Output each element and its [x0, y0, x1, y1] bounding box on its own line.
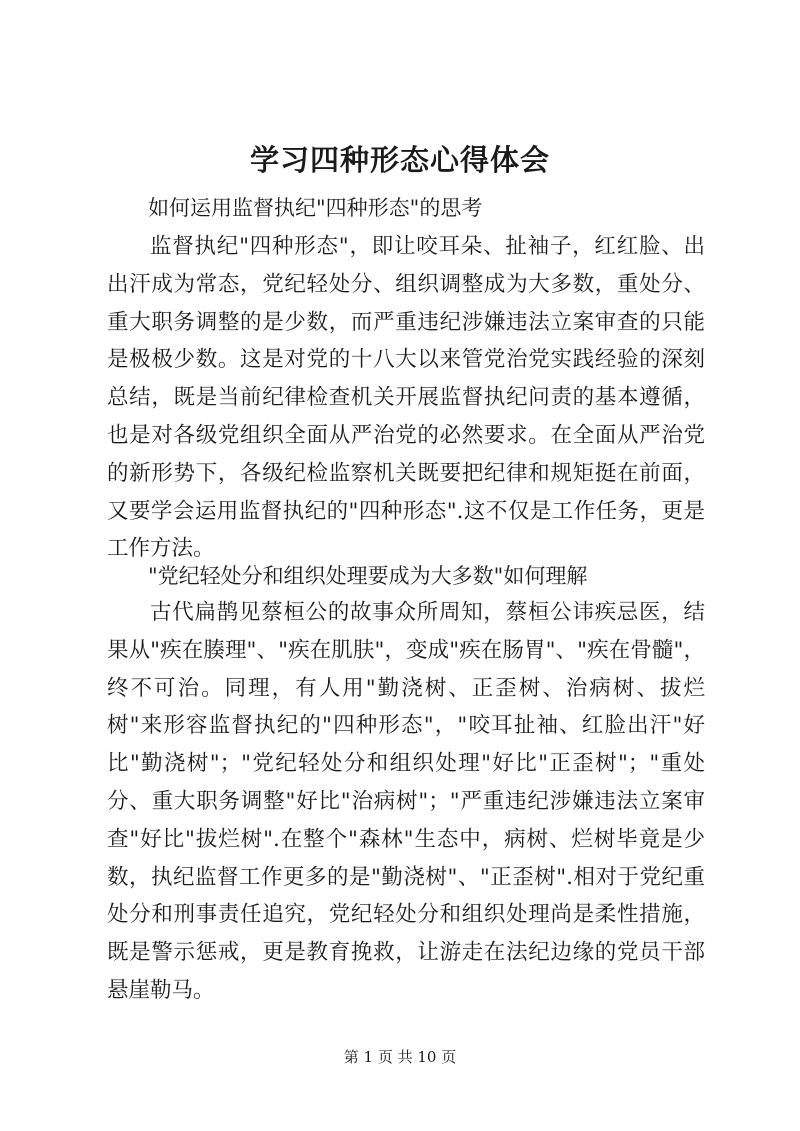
body-paragraph-1: 监督执纪"四种形态"，即让咬耳朵、扯袖子，红红脸、出出汗成为常态，党纪轻处分、组织调整成为大多数，重处分、重大职务调整的是少数，而严重违纪涉嫌违法立案审查的只能是极极少数。这是对党的十八大以来管党治党实践经验的深刻总结，既是当前纪律检查机关开展监督执纪问责的基本遵循，也是对各级党组织全面从严治党的必然要求。在全面从严治党的新形势下，各级纪检监察机关既要把纪律和规矩挺在前面，又要学会运用监督执纪的"四种形态".这不仅是工作任务，更是工作方法。 — [107, 234, 705, 562]
page-number-footer: 第 1 页 共 10 页 — [343, 1048, 457, 1066]
section-heading-2: "党纪轻处分和组织处理要成为大多数"如何理解 — [148, 564, 588, 588]
document-title: 学习四种形态心得体会 — [249, 143, 550, 177]
section-heading-1: 如何运用监督执纪"四种形态"的思考 — [148, 196, 483, 220]
body-paragraph-2: 古代扁鹊见蔡桓公的故事众所周知，蔡桓公讳疾忌医，结果从"疾在腠理"、"疾在肌肤"，变成"疾在肠胃"、"疾在骨髓"，终不可治。同理，有人用"勤浇树、正歪树、治病树、拔烂树"来形容监督执纪的"四种形态"，"咬耳扯袖、红脸出汗"好比"勤浇树"；"党纪轻处分和组织处理"好比"正歪树"；"重处分、重大职务调整"好比"治病树"；"严重违纪涉嫌违法立案审查"好比"拔烂树".在整个"森林"生态中，病树、烂树毕竟是少数，执纪监督工作更多的是"勤浇树"、"正歪树".相对于党纪重处分和刑事责任追究，党纪轻处分和组织处理尚是柔性措施，既是警示惩戒，更是教育挽救，让游走在法纪边缘的党员干部悬崖勒马。 — [107, 600, 705, 1003]
